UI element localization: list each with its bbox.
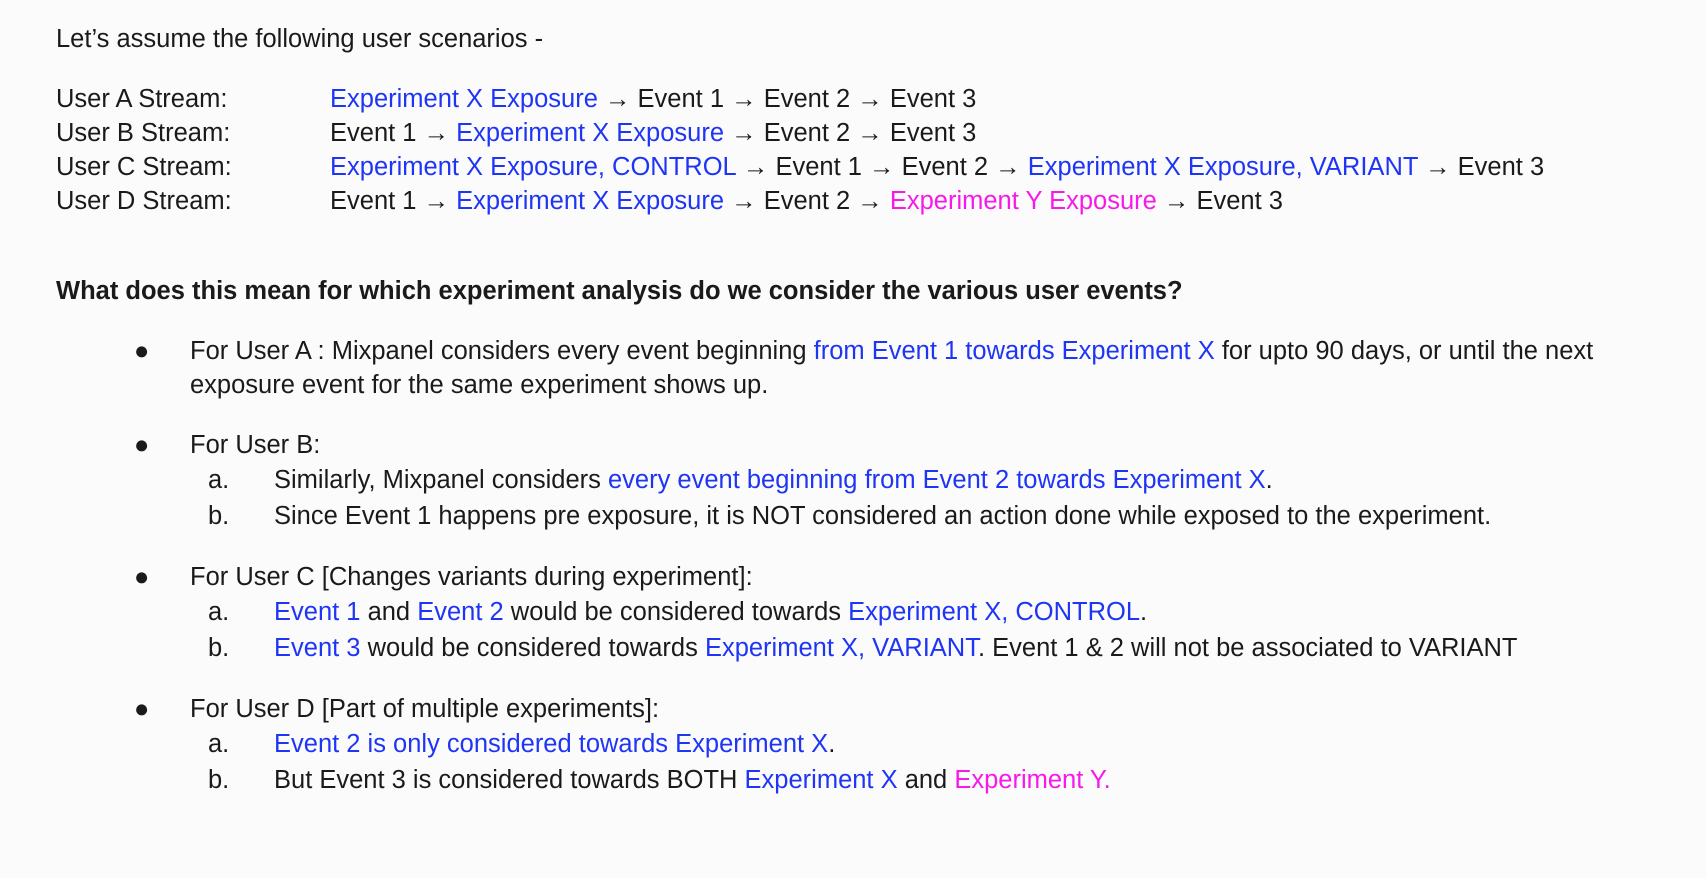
sub-item-text (274, 502, 1491, 530)
user-stream-sequence (330, 184, 1283, 218)
bullet-item (56, 428, 1666, 534)
text-run: Event 3 (1457, 153, 1545, 181)
sub-item-text (274, 466, 1273, 494)
bullet-item (56, 560, 1666, 666)
sub-item-text (274, 634, 1518, 662)
sub-item-list (190, 594, 1666, 666)
bullet-text (190, 428, 1666, 462)
text-run: → (724, 85, 764, 113)
text-run: Event 1 (637, 85, 725, 113)
text-run: Event 1 (274, 598, 361, 626)
text-run: For User A : Mixpanel considers every event beginning (190, 337, 814, 365)
text-run: Event 2 (763, 85, 851, 113)
text-run: → (724, 119, 764, 147)
text-run: For User D [Part of multiple experiments]: (190, 695, 660, 723)
bullet-dot-icon: ● (134, 563, 150, 591)
text-run: Event 2 is only considered towards Experiment X (274, 730, 829, 758)
text-run: → (850, 187, 890, 215)
text-run: Event 1 (330, 187, 417, 215)
sub-item-text (274, 730, 835, 758)
sub-item-marker: a. (208, 598, 230, 626)
text-run: Experiment X Exposure (456, 119, 725, 147)
user-stream-sequence (330, 150, 1544, 184)
text-run: and (897, 766, 955, 794)
text-run: → (861, 153, 902, 181)
sub-item (190, 594, 1666, 630)
text-run: For User C [Changes variants during experiment]: (190, 563, 753, 591)
text-run: Event 2 (763, 187, 851, 215)
text-run: Event 3 (889, 85, 977, 113)
text-run: Experiment X, VARIANT (704, 634, 978, 662)
user-stream-sequence (330, 116, 976, 150)
text-run: Event 3 (1196, 187, 1283, 215)
bullet-dot-icon: ● (134, 337, 150, 365)
text-run: Experiment X Exposure, CONTROL (330, 153, 736, 181)
user-stream-label: User B Stream: (56, 119, 231, 147)
section-question: What does this mean for which experiment analysis do we consider the various user events? (56, 277, 1183, 305)
text-run: → (988, 153, 1028, 181)
text-run: → (724, 187, 764, 215)
text-run: Event 2 (763, 119, 851, 147)
bullet-dot-icon: ● (134, 431, 150, 459)
bullet-text (190, 334, 1666, 402)
sub-item (190, 498, 1666, 534)
user-stream-label: User A Stream: (56, 85, 228, 113)
text-run: Experiment X Exposure (456, 187, 725, 215)
bullet-text (190, 692, 1666, 726)
sub-item-marker: b. (208, 634, 230, 662)
user-stream-row (56, 82, 1666, 116)
text-run: → (416, 119, 457, 147)
text-run: . (1265, 466, 1273, 494)
user-stream-list (56, 82, 1666, 218)
text-run: Event 1 (330, 119, 417, 147)
user-stream-row (56, 116, 1666, 150)
text-run: Similarly, Mixpanel considers (274, 466, 608, 494)
bullet-item (56, 692, 1666, 798)
text-run: Experiment X Exposure (330, 85, 598, 113)
text-run: → (850, 85, 890, 113)
sub-item (190, 762, 1666, 798)
text-run: For User B: (190, 431, 321, 459)
sub-item-text (274, 766, 1111, 794)
sub-item-marker: a. (208, 466, 230, 494)
text-run: Experiment X, CONTROL (848, 598, 1141, 626)
text-run: → (416, 187, 457, 215)
text-run: Since Event 1 happens pre exposure, it is NOT considered an action done while exposed to the experiment. (274, 502, 1492, 530)
text-run: → (1156, 187, 1197, 215)
user-stream-label: User D Stream: (56, 187, 232, 215)
intro-paragraph: Let’s assume the following user scenarios - (56, 25, 544, 53)
bullet-dot-icon: ● (134, 695, 150, 723)
text-run: . (828, 730, 836, 758)
text-run: Event 3 (274, 634, 361, 662)
sub-item-marker: b. (208, 766, 230, 794)
text-run: Event 2 (417, 598, 504, 626)
bullet-item (56, 334, 1666, 402)
text-run: . (1140, 598, 1148, 626)
text-run: Event 1 (775, 153, 862, 181)
user-stream-row (56, 150, 1666, 184)
user-stream-row (56, 184, 1666, 218)
text-run: Experiment Y. (954, 766, 1111, 794)
text-run: Experiment X Exposure, VARIANT (1027, 153, 1418, 181)
text-run: → (597, 85, 638, 113)
explanation-bullet-list (56, 334, 1666, 798)
bullet-text (190, 560, 1666, 594)
sub-item (190, 630, 1666, 666)
sub-item-list (190, 462, 1666, 534)
sub-item-list (190, 726, 1666, 798)
text-run: would be considered towards (360, 634, 705, 662)
sub-item-text (274, 598, 1147, 626)
text-run: every event beginning from Event 2 towards Experiment X (607, 466, 1266, 494)
sub-item-marker: a. (208, 730, 230, 758)
text-run: would be considered towards (503, 598, 849, 626)
text-run: and (360, 598, 418, 626)
text-run: → (735, 153, 776, 181)
text-run: . Event 1 & 2 will not be associated to VARIANT (977, 634, 1518, 662)
user-stream-label: User C Stream: (56, 153, 232, 181)
text-run: → (1417, 153, 1458, 181)
sub-item-marker: b. (208, 502, 230, 530)
text-run: But Event 3 is considered towards BOTH (274, 766, 745, 794)
text-run: Event 3 (889, 119, 977, 147)
text-run: from Event 1 towards Experiment X (813, 337, 1215, 365)
text-run: → (850, 119, 890, 147)
text-run: Experiment X (744, 766, 898, 794)
sub-item (190, 726, 1666, 762)
text-run: Event 2 (901, 153, 989, 181)
sub-item (190, 462, 1666, 498)
text-run: Experiment Y Exposure (889, 187, 1157, 215)
user-stream-sequence (330, 82, 976, 116)
text-run: for upto 90 days, or until the next exposure event for the same experiment shows up. (190, 337, 1594, 399)
